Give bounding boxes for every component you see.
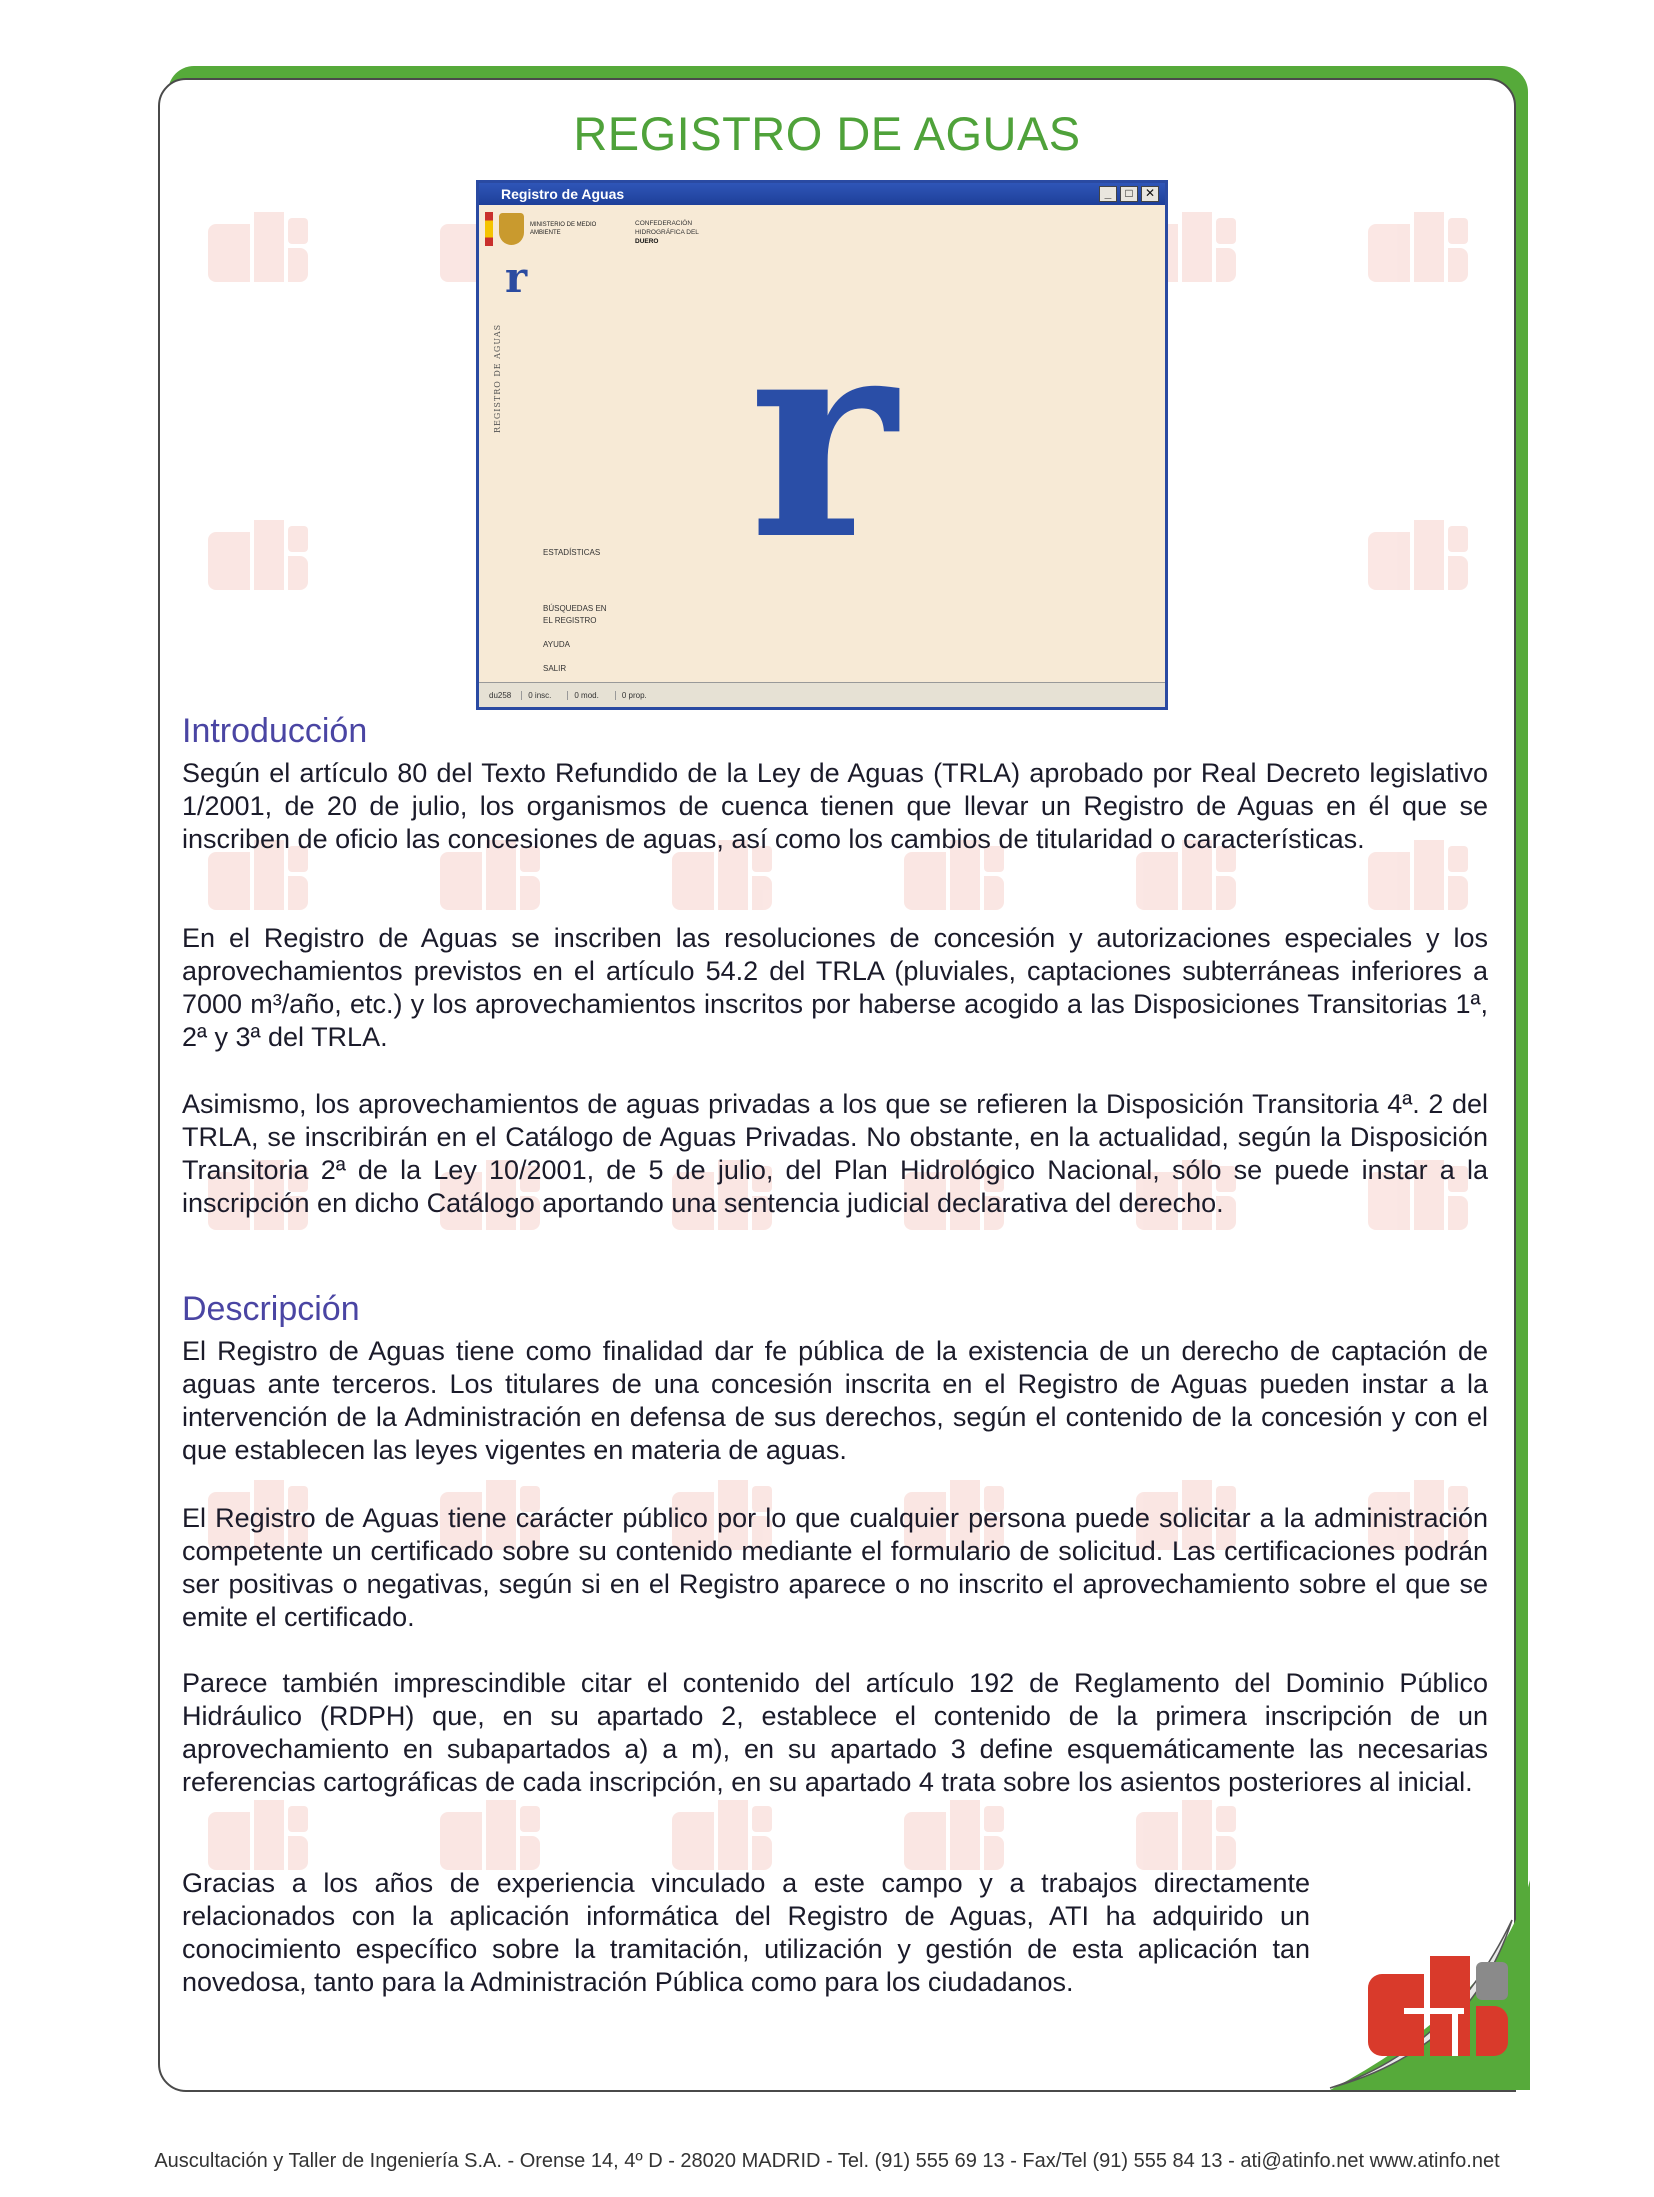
confederation-line: DUERO (635, 238, 659, 245)
watermark-icon (1368, 520, 1468, 590)
footer-contact: Auscultación y Taller de Ingeniería S.A. - Orense 14, 4º D - 28020 MADRID - Tel. (91) 555 69 13 - Fax/Tel (91) 555 84 13 - ati@atinfo.net www.atinfo.net (154, 2150, 1500, 2172)
intro-paragraph-3: Asimismo, los aprovechamientos de aguas privadas a los que se refieren la Disposición Transitoria 4ª. 2 del TRLA, se inscribirán en el Catálogo de Aguas Privadas. No obstante, en la actualidad, según la Disposición Transitoria 2ª de la Ley 10/2001, de 5 de julio, del Plan Hidrológico Nacional, sólo se puede instar a la inscripción en dicho Catálogo aportando una sentencia judicial declarativa del derecho. (182, 1089, 1488, 1218)
page-title: REGISTRO DE AGUAS (573, 107, 1081, 160)
watermark-icon (208, 520, 308, 590)
app-screenshot (476, 180, 1168, 710)
menu-item-search-line: EL REGISTRO (543, 616, 597, 625)
ministry-text: MINISTERIO DE MEDIO AMBIENTE (529, 222, 597, 236)
small-r-logo: r (505, 253, 528, 302)
watermark-icon (208, 1800, 308, 1870)
ati-logo (1368, 1956, 1508, 2056)
window-title: Registro de Aguas (501, 186, 625, 202)
menu-item-help[interactable]: AYUDA (543, 640, 570, 649)
vertical-app-label: REGISTRO DE AGUAS (493, 323, 502, 433)
menu-item-exit[interactable]: SALIR (543, 664, 567, 673)
coat-of-arms-icon (499, 213, 524, 245)
flag-icon (485, 212, 493, 246)
description-paragraph-3: Parece también imprescindible citar el contenido del artículo 192 de Reglamento del Dominio Público Hidráulico (RDPH) que, en su apartado 2, establece el contenido de la primera inscripción de un aprovechamiento en subapartados a) a m), en su apartado 3 define esquemáticamente las necesarias referencias cartográficas de cada inscripción, en su apartado 4 trata sobre los asientos posteriores al inicial. (182, 1668, 1488, 1797)
confederation-line: CONFEDERACIÓN (635, 220, 693, 227)
confederation-label (635, 219, 699, 246)
prop-count: 0 prop. (615, 691, 653, 700)
confederation-line: HIDROGRÁFICA DEL (635, 229, 699, 236)
description-paragraph-2: El Registro de Aguas tiene carácter público por lo que cualquier persona puede solicitar a la administración competente un certificado sobre su contenido mediante el formulario de solicitud. Las certificaciones podrán ser positivas o negativas, según si en el Registro aparece o no inscrito el aprovechamiento sobre el que se emite el certificado. (182, 1503, 1488, 1632)
intro-paragraph-2: En el Registro de Aguas se inscriben las resoluciones de concesión y autorizaciones especiales y los aprovechamientos previstos en el artículo 54.2 del TRLA (pluviales, captaciones subterráneas inferiores a 7000 m³/año, etc.) y los aprovechamientos inscritos por haberse acogido a las Disposiciones Transitorias 1ª, 2ª y 3ª del TRLA. (182, 923, 1488, 1052)
mod-count: 0 mod. (567, 691, 604, 700)
menu-item-search-line: BÚSQUEDAS EN (543, 604, 607, 613)
user-status: du258 (489, 690, 512, 700)
ministry-logo (485, 211, 611, 247)
close-button[interactable]: ✕ (1141, 186, 1159, 202)
intro-paragraph-1: Según el artículo 80 del Texto Refundido de la Ley de Aguas (TRLA) aprobado por Real Decreto legislativo 1/2001, de 20 de julio, los organismos de cuenca tienen que llevar un Registro de Aguas en él que se inscriben de oficio las concesiones de aguas, así como los cambios de titularidad o características. (182, 758, 1488, 854)
window-controls (1099, 186, 1159, 202)
description-paragraph-4: Gracias a los años de experiencia vinculado a este campo y a trabajos directamente relacionados con la aplicación informática del Registro de Aguas, ATI ha adquirido un conocimiento específico sobre la tramitación, utilización y gestión de esta aplicación tan novedosa, tanto para la Administración Pública como para los ciudadanos. (182, 1868, 1310, 1997)
description-heading: Descripción (182, 1290, 360, 1328)
watermark-icon (1136, 1800, 1236, 1870)
intro-heading: Introducción (182, 712, 368, 750)
watermark-icon (672, 1800, 772, 1870)
menu-item-statistics[interactable]: ESTADÍSTICAS (543, 548, 601, 557)
window-titlebar (479, 183, 1165, 205)
insc-count: 0 insc. (521, 691, 557, 700)
watermark-icon (1368, 212, 1468, 282)
watermark-icon (208, 212, 308, 282)
watermark-icon (440, 1800, 540, 1870)
maximize-button[interactable]: □ (1120, 186, 1138, 202)
description-paragraph-1: El Registro de Aguas tiene como finalidad dar fe pública de la existencia de un derecho de captación de aguas ante terceros. Los titulares de una concesión inscrita en el Registro de Aguas pueden instar a la intervención de la Administración en defensa de sus derechos, según el contenido de la concesión y con el que establecen las leyes vigentes en materia de aguas. (182, 1336, 1488, 1465)
minimize-button[interactable]: _ (1099, 186, 1117, 202)
menu-item-search[interactable] (543, 603, 607, 627)
watermark-icon (904, 1800, 1004, 1870)
big-r-logo: r (749, 273, 897, 602)
status-bar (479, 682, 1165, 707)
